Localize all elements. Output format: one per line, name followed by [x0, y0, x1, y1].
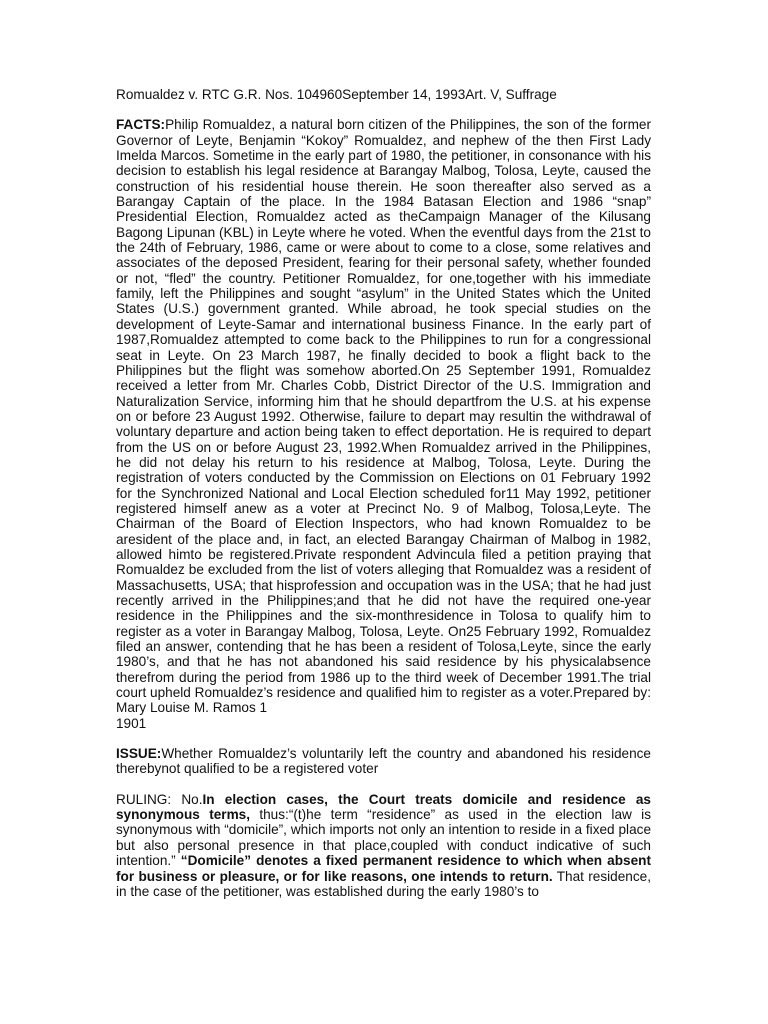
facts-section [116, 117, 651, 731]
issue-label: ISSUE: [116, 746, 162, 762]
facts-text: Philip Romualdez, a natural born citizen of the Philippines, the son of the former Governor of Leyte, Benjamin “Kokoy” Romualdez, and nephew of the then First Lady Imelda Marcos. Sometime in the early part of 1980, the petitioner, in consonance with his decision to establish his legal residence at Barangay Malbog, Tolosa, Leyte, caused the construction of his residential house therein. He soon thereafter also served as a Barangay Captain of the place. In the 1984 Batasan Election and 1986 “snap” Presidential Election, Romualdez acted as theCampaign Manager of the Kilusang Bagong Lipunan (KBL) in Leyte where he voted. When the eventful days from the 21st to the 24th of February, 1986, came or were about to come to a close, some relatives and associates of the deposed President, fearing for their personal safety, whether founded or not, “fled” the country. Petitioner Romualdez, for one,together with his immediate family, left the Philippines and sought “asylum” in the United States which the United States (U.S.) government granted. While abroad, he took special studies on the development of Leyte-Samar and international business Finance. In the early part of 1987,Romualdez attempted to come back to the Philippines to run for a congressional seat in Leyte. On 23 March 1987, he finally decided to book a flight back to the Philippines but the flight was somehow aborted.On 25 September 1991, Romualdez received a letter from Mr. Charles Cobb, District Director of the U.S. Immigration and Naturalization Service, informing him that he should departfrom the U.S. at his expense on or before 23 August 1992. Otherwise, failure to depart may resultin the withdrawal of voluntary departure and action being taken to effect deportation. He is required to depart from the US on or before August 23, 1992.When Romualdez arrived in the Philippines, he did not delay his return to his residence at Malbog, Tolosa, Leyte. During the registration of voters conducted by the Commission on Elections on 01 February 1992 for the Synchronized National and Local Election scheduled for11 May 1992, petitioner registered himself anew as a voter at Precinct No. 9 of Malbog, Tolosa,Leyte. The Chairman of the Board of Election Inspectors, who had known Romualdez to be aresident of the place and, in fact, an elected Barangay Chairman of Malbog in 1982, allowed himto be registered.Private respondent Advincula filed a petition praying that Romualdez be excluded from the list of voters alleging that Romualdez was a resident of Massachusetts, USA; that hisprofession and occupation was in the USA; that he had just recently arrived in the Philippines;and that he did not have the required one-year residence in the Philippines and the six-monthresidence in Tolosa to qualify him to register as a voter in Barangay Malbog, Tolosa, Leyte. On25 February 1992, Romualdez filed an answer, contending that he has been a resident of Tolosa,Leyte, since the early 1980’s, and that he has not abandoned his said residence by his physicalabsence therefrom during the period from 1986 up to the third week of December 1991.The trial court upheld Romualdez’s residence and qualified him to register as a voter.Prepared by: Mary Louise M. Ramos 1 [116, 117, 651, 716]
ruling-text-2: That residence, in the case of the petitioner, was established during the early 1980’s to [116, 868, 651, 899]
issue-text: Whether Romualdez’s voluntarily left the country and abandoned his residence therebynot qualified to be a registered voter [116, 746, 651, 777]
page-number: 1901 [116, 715, 147, 731]
ruling-bold-domicile-definition: “Domicile” denotes a fixed permanent residence to which when absent for business or pleasure, or for like reasons, one intends to return. [116, 853, 651, 884]
ruling-text-1: thus:“(t)he term “residence” as used in the election law is synonymous with “domicile”, which imports not only an intention to reside in a fixed place but also personal presence in that place,coupled with conduct indicative of such intention.” [116, 807, 651, 869]
facts-label: FACTS: [116, 117, 166, 133]
ruling-bold-domicile-residence: In election cases, the Court treats domicile and residence as synonymous terms, [116, 791, 651, 823]
ruling-paragraph [116, 792, 651, 899]
case-title: Romualdez v. RTC G.R. Nos. 104960September 14, 1993Art. V, Suffrage [116, 87, 557, 102]
issue-paragraph [116, 746, 651, 777]
facts-paragraph [116, 117, 651, 715]
ruling-label: RULING: No. [116, 791, 203, 807]
